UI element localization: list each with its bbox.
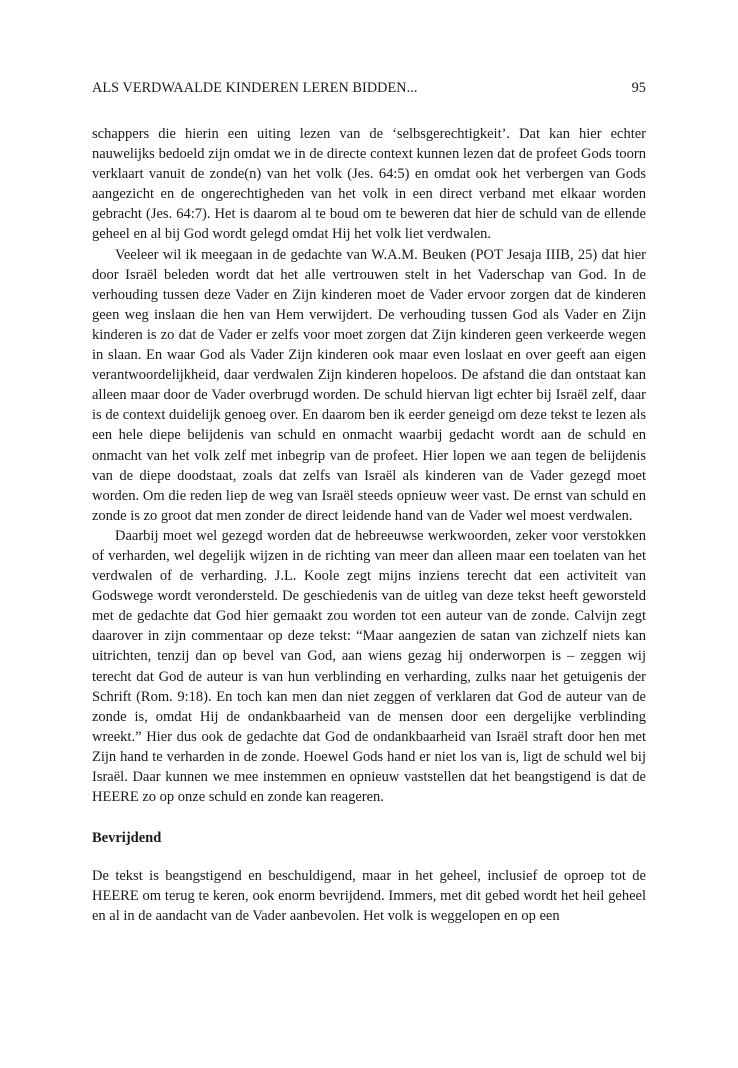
page-number: 95 [631,80,646,96]
section-heading: Bevrijdend [92,830,162,847]
paragraph-continued: schappers die hierin een uiting lezen van de ‘selbsgerechtigkeit’. Dat kan hier echter nauwelijks bedoeld zijn omdat we in de directe context kunnen lezen dat de profeet Gods toorn verklaart vanuit de zonde(n) van het volk (Jes. 64:5) en omdat ook het verbergen van Gods aangezicht en de ongerechtigheden van het volk in een direct verband met elkaar worden gebracht (Jes. 64:7). Het is daarom al te boud om te beweren dat hier de schuld van de ellende geheel en al bij God wordt gelegd omdat Hij het volk liet verdwalen. [92,126,646,243]
book-page [92,78,646,926]
running-title: ALS VERDWAALDE KINDEREN LEREN BIDDEN... [92,80,418,96]
body-text [92,124,646,926]
running-header [92,78,646,98]
paragraph-bevrijdend: De tekst is beangstigend en beschuldigend, maar in het geheel, inclusief de oproep tot de HEERE om terug te keren, ook enorm bevrijdend. Immers, met dit gebed wordt het heil geheel en al in de aandacht van de Vader aanbevolen. Het volk is weggelopen en op een [92,868,646,925]
paragraph-calvijn: Daarbij moet wel gezegd worden dat de hebreeuwse werkwoorden, zeker voor verstokken of verharden, wel degelijk wijzen in de richting van meer dan alleen maar een toelaten van het verdwalen of de verharding. J.L. Koole zegt mijns inziens terecht dat een activiteit van Godswege wordt verondersteld. De geschiedenis van de uitleg van deze tekst heeft geworsteld met de gedachte dat God hier gemaakt zou worden tot een auteur van de zonde. Calvijn zegt daarover in zijn commentaar op deze tekst: “Maar aangezien de satan van zichzelf niets kan uitrichten, tenzij dan op bevel van God, aan wiens gezag hij onderworpen is – zeggen wij terecht dat God de auteur is van hun verblinding en verharding, zulks naar het getuigenis der Schrift (Rom. 9:18). En toch kan men dan niet zeggen of verklaren dat God de auteur van de zonde is, omdat Hij de ondankbaarheid van de mensen door een dergelijke verblinding wreekt.” Hier dus ook de gedachte dat God de ondankbaarheid van Israël straft door hen met Zijn hand te verharden in de zonde. Hoewel Gods hand er niet los van is, ligt de schuld wel bij Israël. Daar kunnen we mee instemmen en opnieuw vaststellen dat het beangstigend is dat de HEERE zo op onze schuld en zonde kan reageren. [92,527,646,806]
paragraph-beuken: Veeleer wil ik meegaan in de gedachte van W.A.M. Beuken (POT Jesaja IIIB, 25) dat hier door Israël beleden wordt dat het alle vertrouwen stelt in het Vaderschap van God. In de verhouding tussen deze Vader en Zijn kinderen moet de Vader ervoor zorgen dat de kinderen geen weg inslaan die hen van Hem verwijdert. De verhouding tussen God als Vader en Zijn kinderen is zo dat de Vader er zelfs voor moet zorgen dat Zijn kinderen geen verkeerde wegen in slaan. En waar God als Vader Zijn kinderen ook maar even loslaat en over geeft aan eigen verantwoordelijkheid, daar verdwalen Zijn kinderen hopeloos. De afstand die dan ontstaat kan alleen maar door de Vader overbrugd worden. De schuld hiervan ligt echter bij Israël zelf, daar is de context duidelijk genoeg over. En daarom ben ik eerder geneigd om deze tekst te lezen als een hele diepe belijdenis van schuld en onmacht waarbij gedacht wordt aan de schuld en onmacht van het volk zelf met inbegrip van de profeet. Hier lopen we aan tegen de belijdenis van de diepe doodstaat, zoals dat zelfs van Israël als kinderen van de Vader gezegd moet worden. Om die reden liep de weg van Israël steeds opnieuw weer vast. De ernst van schuld en zonde is zo groot dat men zonder de direct leidende hand van de Vader wel moest verdwalen. [92,246,646,524]
